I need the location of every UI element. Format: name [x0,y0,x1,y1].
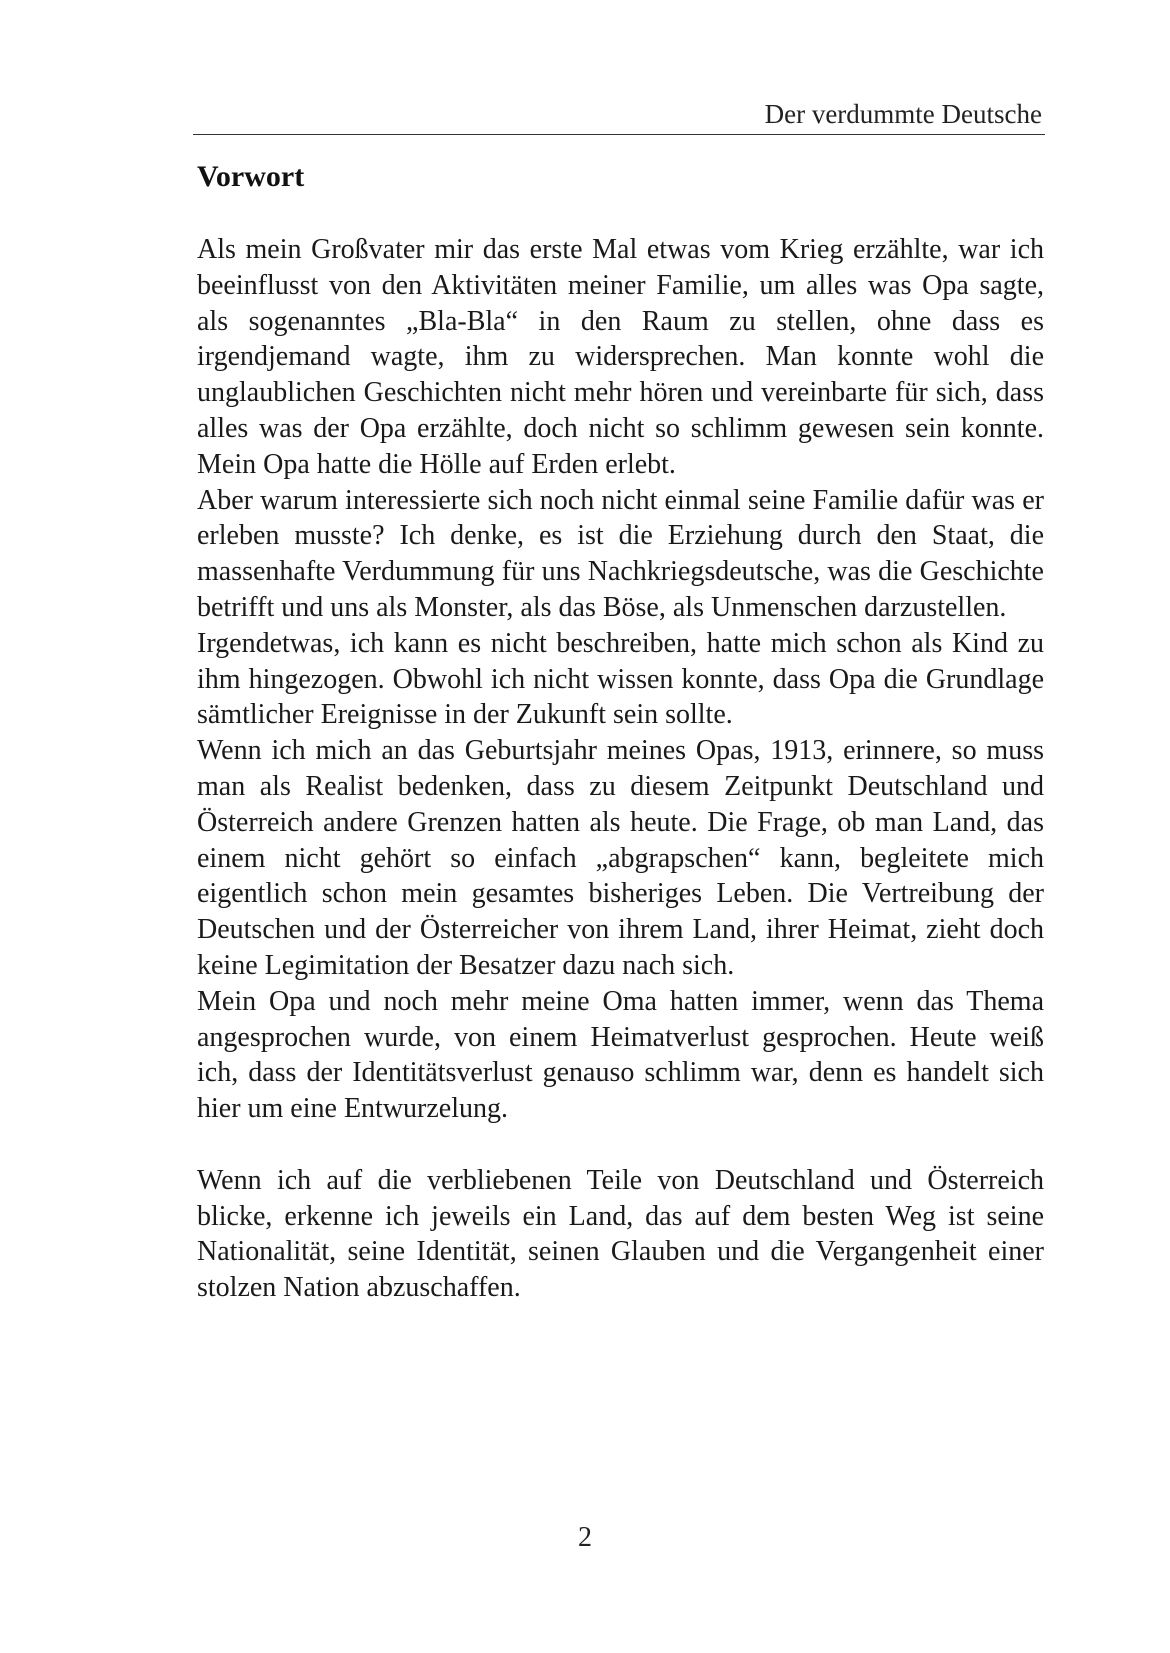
page-number: 2 [578,1522,592,1553]
paragraph-2: Aber warum interessierte sich noch nicht einmal seine Familie dafür was er erleben musste? Ich denke, es ist die Erziehung durch den Staat, die massenhafte Verdummung für uns Nachkriegsdeutsche, was die Geschichte betrifft und uns als Monster, als das Böse, als Unmenschen darzustellen. [197,484,1044,623]
paragraph-1: Als mein Großvater mir das erste Mal etwas vom Krieg erzählte, war ich beeinflusst von den Aktivitäten meiner Familie, um alles was Opa sagte, als sogenanntes „Bla-Bla“ in den Raum zu stellen, ohne dass es irgendjemand wagte, ihm zu widersprechen. Man konnte wohl die unglaublichen Geschichten nicht mehr hören und vereinbarte für sich, dass alles was der Opa erzählte, doch nicht so schlimm gewesen sein konnte. Mein Opa hatte die Hölle auf Erden erlebt. [197,234,1044,480]
paragraph-5: Mein Opa und noch mehr meine Oma hatten immer, wenn das Thema angesprochen wurde, von einem Heimatverlust gesprochen. Heute weiß ich, dass der Identitätsverlust genauso schlimm war, denn es handelt sich hier um eine Entwurzelung. [197,985,1044,1125]
header-divider [193,134,1045,135]
paragraph-3: Irgendetwas, ich kann es nicht beschreiben, hatte mich schon als Kind zu ihm hingezogen. Obwohl ich nicht wissen konnte, dass Opa die Grundlage sämtlicher Ereignisse in der Zukunft sein sollte. [197,627,1044,731]
paragraph-6: Wenn ich auf die verbliebenen Teile von Deutschland und Österreich blicke, erkenne ich jeweils ein Land, das auf dem besten Weg ist seine Nationalität, seine Identität, seinen Glauben und die Vergangenheit einer stolzen Nation abzuschaffen. [197,1164,1044,1304]
body-text [197,232,1044,1306]
chapter-title: Vorwort [197,160,305,193]
paragraph-4: Wenn ich mich an das Geburtsjahr meines Opas, 1913, erinnere, so muss man als Realist bedenken, dass zu diesem Zeitpunkt Deutschland und Österreich andere Grenzen hatten als heute. Die Frage, ob man Land, das einem nicht gehört so einfach „abgrapschen“ kann, begleitete mich eigentlich schon mein gesamtes bisheriges Leben. Die Vertreibung der Deutschen und der Österreicher von ihrem Land, ihrer Heimat, zieht doch keine Legimitation der Besatzer dazu nach sich. [197,735,1044,981]
running-header: Der verdummte Deutsche [764,99,1042,129]
